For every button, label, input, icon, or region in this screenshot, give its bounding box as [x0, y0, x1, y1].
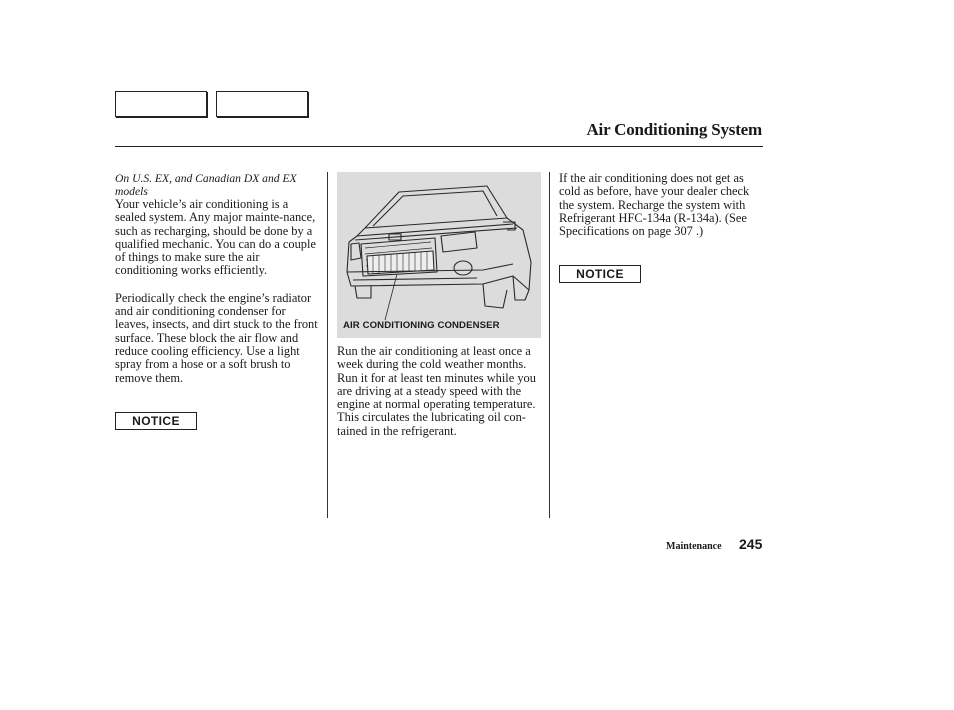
- weekly-run-paragraph: Run the air conditioning at least once a week during the cold weather months. Run it for at least ten minutes while you are driving at a steady speed with the engine at normal operating temperature. This circulates the lubricating oil con-tained in the refrigerant.: [337, 344, 536, 438]
- page-number: 245: [739, 536, 763, 552]
- page-title: Air Conditioning System: [586, 120, 762, 139]
- title-rule: [115, 146, 763, 147]
- column-divider-1: [327, 172, 328, 518]
- notice-label-2: NOTICE: [559, 265, 641, 283]
- recharge-paragraph: If the air conditioning does not get as cold as before, have your dealer check the system. Recharge the system with Refrigerant HFC-134a (R-134a). (See Specifications on page 307 .): [559, 171, 750, 239]
- notice-label-1: NOTICE: [115, 412, 197, 430]
- column-divider-2: [549, 172, 550, 518]
- nav-tab-box-2[interactable]: [216, 91, 308, 117]
- footer-section-label: Maintenance: [666, 541, 722, 552]
- column-2: [337, 345, 543, 438]
- condenser-figure: [337, 172, 541, 338]
- figure-caption: AIR CONDITIONING CONDENSER: [343, 320, 500, 331]
- model-note: On U.S. EX, and Canadian DX and EX models: [115, 172, 297, 198]
- condenser-check-paragraph: Periodically check the engine’s radiator and air conditioning condenser for leaves, insects, and dirt stuck to the front surface. These block the air flow and reduce cooling efficiency. Use a light spray from a hose or a soft brush to remove them.: [115, 290, 318, 385]
- column-1: [115, 172, 321, 385]
- nav-tab-box-1[interactable]: [115, 91, 207, 117]
- intro-paragraph: Your vehicle’s air conditioning is a sealed system. Any major mainte-nance, such as recharging, should be done by a qualified mechanic. You can do a couple of things to make sure the air conditioning works efficiently.: [115, 197, 316, 278]
- column-3: [559, 172, 765, 238]
- vehicle-front-illustration: [337, 172, 541, 338]
